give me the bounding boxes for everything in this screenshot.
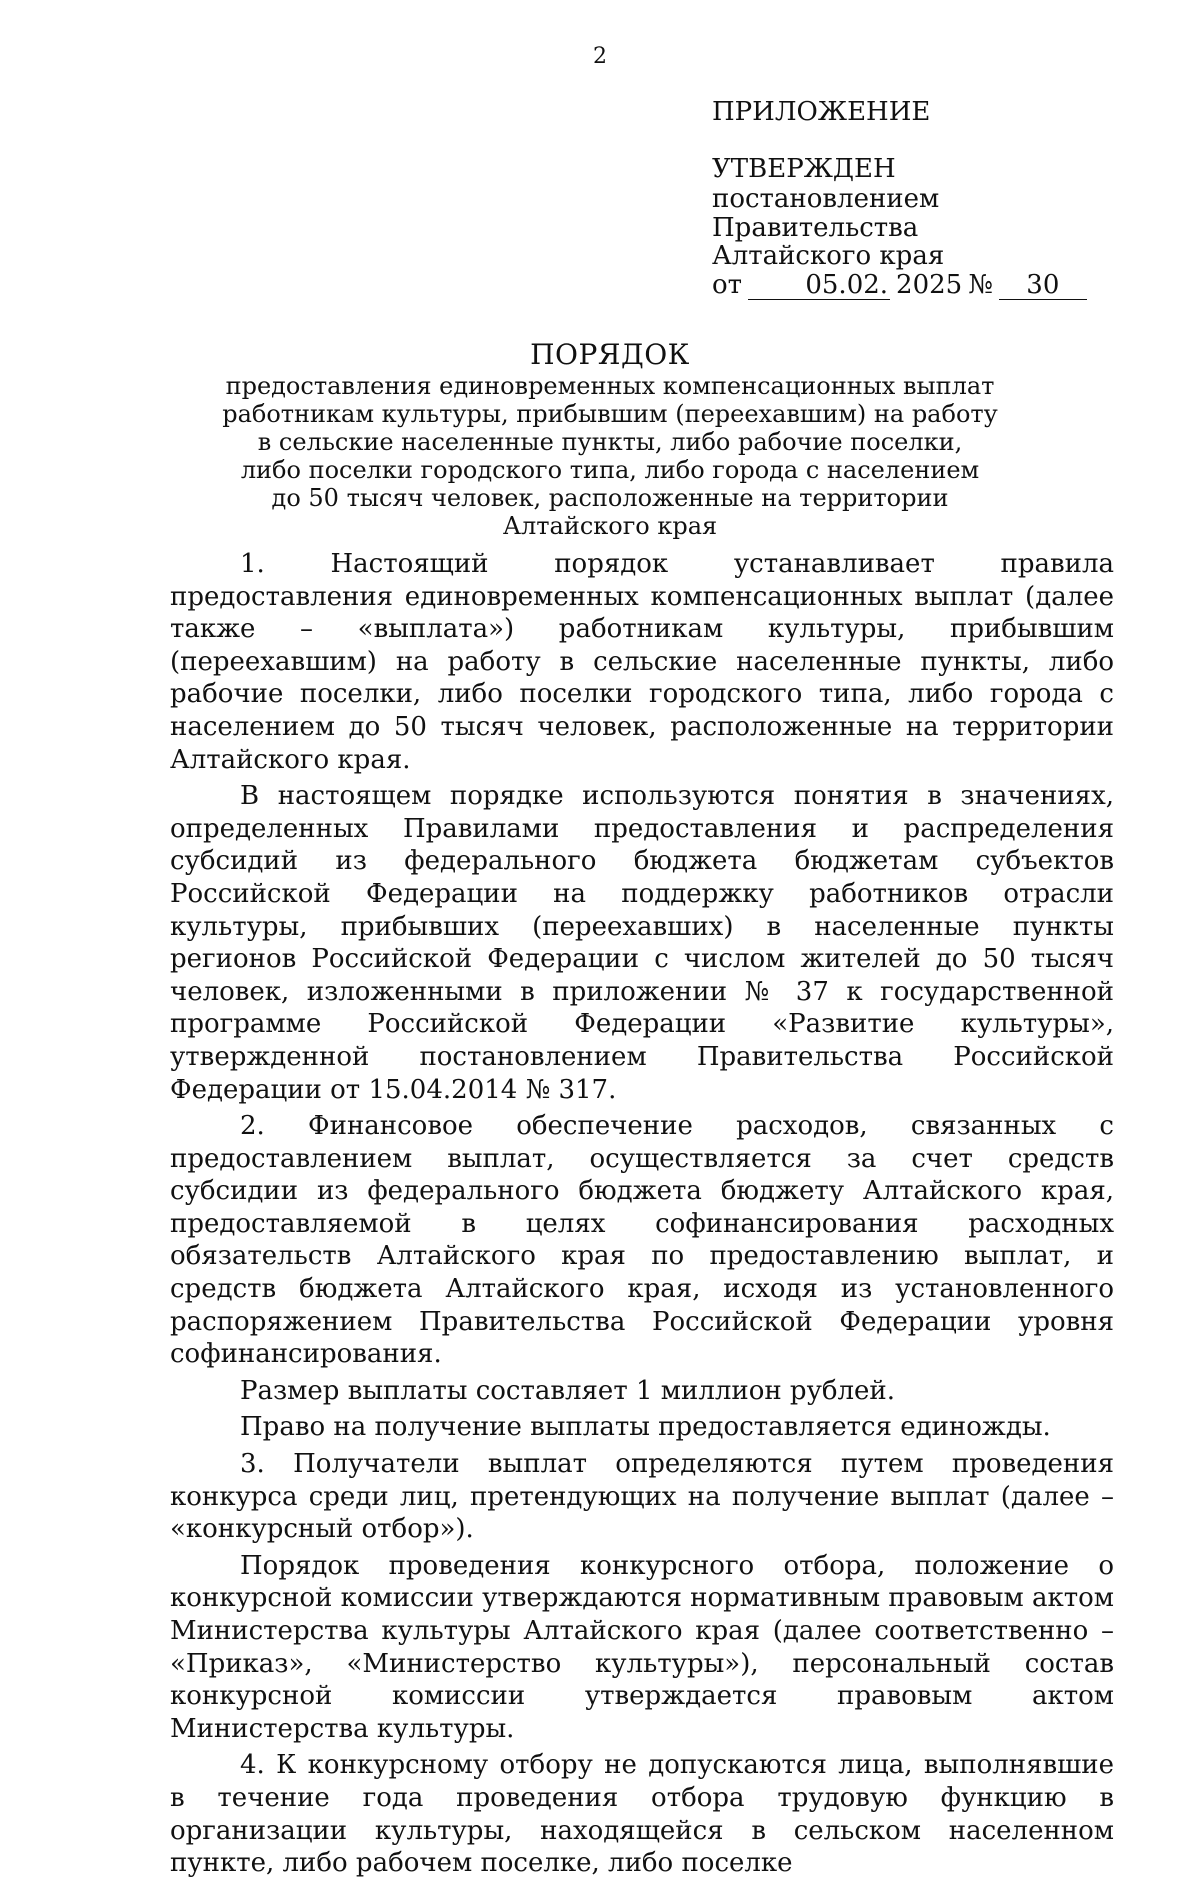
decree-year: 2025	[896, 269, 963, 300]
subtitle-line: работникам культуры, прибывшим (переехавшим) на работу	[222, 400, 998, 428]
document-title: ПОРЯДОК	[530, 338, 690, 371]
subtitle-line: предоставления единовременных компенсационных выплат	[225, 372, 995, 400]
page-number: 2	[593, 44, 607, 69]
approved-by-line-1: постановлением Правительства	[712, 184, 940, 243]
paragraph-payment-amount: Размер выплаты составляет 1 миллион рублей.	[240, 1375, 896, 1406]
paragraph-selection-procedure: Порядок проведения конкурсного отбора, положение о конкурсной комиссии утверждаются нормативным правовым актом Министерства культуры Алтайского края (далее соответственно – «Приказ», «Министерство культуры»), персональный состав конкурсной комиссии утверждается правовым актом Министерства культуры.	[170, 1550, 1114, 1744]
subtitle-line: Алтайского края	[502, 512, 718, 540]
paragraph-3: 3. Получатели выплат определяются путем проведения конкурса среди лиц, претендующих на получение выплат (далее – «конкурсный отбор»).	[170, 1449, 1114, 1545]
paragraph-payment-once: Право на получение выплаты предоставляется единожды.	[240, 1412, 1051, 1443]
decree-number-field: 30	[999, 271, 1087, 301]
document-subtitle	[190, 372, 1030, 540]
paragraph-1: 1. Настоящий порядок устанавливает правила предоставления единовременных компенсационных выплат (далее также – «выплата») работникам культуры, прибывшим (переехавшим) на работу в сельские населенные пункты, либо рабочие поселки, либо поселки городского типа, либо города с населением до 50 тысяч человек, расположенные на территории Алтайского края.	[170, 549, 1114, 775]
number-sign: №	[968, 269, 993, 300]
date-prefix: от	[712, 269, 743, 300]
appendix-title: ПРИЛОЖЕНИЕ	[712, 97, 931, 127]
decree-date-row	[712, 271, 1132, 301]
subtitle-line: до 50 тысяч человек, расположенные на территории	[271, 484, 949, 512]
approved-by-line-2: Алтайского края	[712, 241, 945, 272]
approved-label: УТВЕРЖДЕН	[712, 153, 896, 184]
decree-date-field: 05.02.	[748, 271, 890, 301]
subtitle-line: либо поселки городского типа, либо города с населением	[240, 456, 980, 484]
paragraph-4: 4. К конкурсному отбору не допускаются лица, выполнявшие в течение года проведения отбора трудовую функцию в организации культуры, находящейся в сельском населенном пункте, либо рабочем поселке, либо поселке	[170, 1750, 1114, 1879]
paragraph-2: 2. Финансовое обеспечение расходов, связанных с предоставлением выплат, осуществляется за счет средств субсидии из федерального бюджета бюджету Алтайского края, предоставляемой в целях софинансирования расходных обязательств Алтайского края по предоставлению выплат, и средств бюджета Алтайского края, исходя из установленного распоряжением Правительства Российской Федерации уровня софинансирования.	[170, 1111, 1114, 1370]
paragraph-definitions: В настоящем порядке используются понятия в значениях, определенных Правилами предоставления и распределения субсидий из федерального бюджета бюджетам субъектов Российской Федерации на поддержку работников отрасли культуры, прибывших (переехавших) в населенные пункты регионов Российской Федерации с числом жителей до 50 тысяч человек, изложенными в приложении № 37 к государственной программе Российской Федерации «Развитие культуры», утвержденной постановлением Правительства Российской Федерации от 15.04.2014 № 317.	[170, 781, 1114, 1105]
subtitle-line: в сельские населенные пункты, либо рабочие поселки,	[257, 428, 963, 456]
document-body	[170, 548, 1114, 1880]
appendix-block	[712, 96, 1132, 300]
